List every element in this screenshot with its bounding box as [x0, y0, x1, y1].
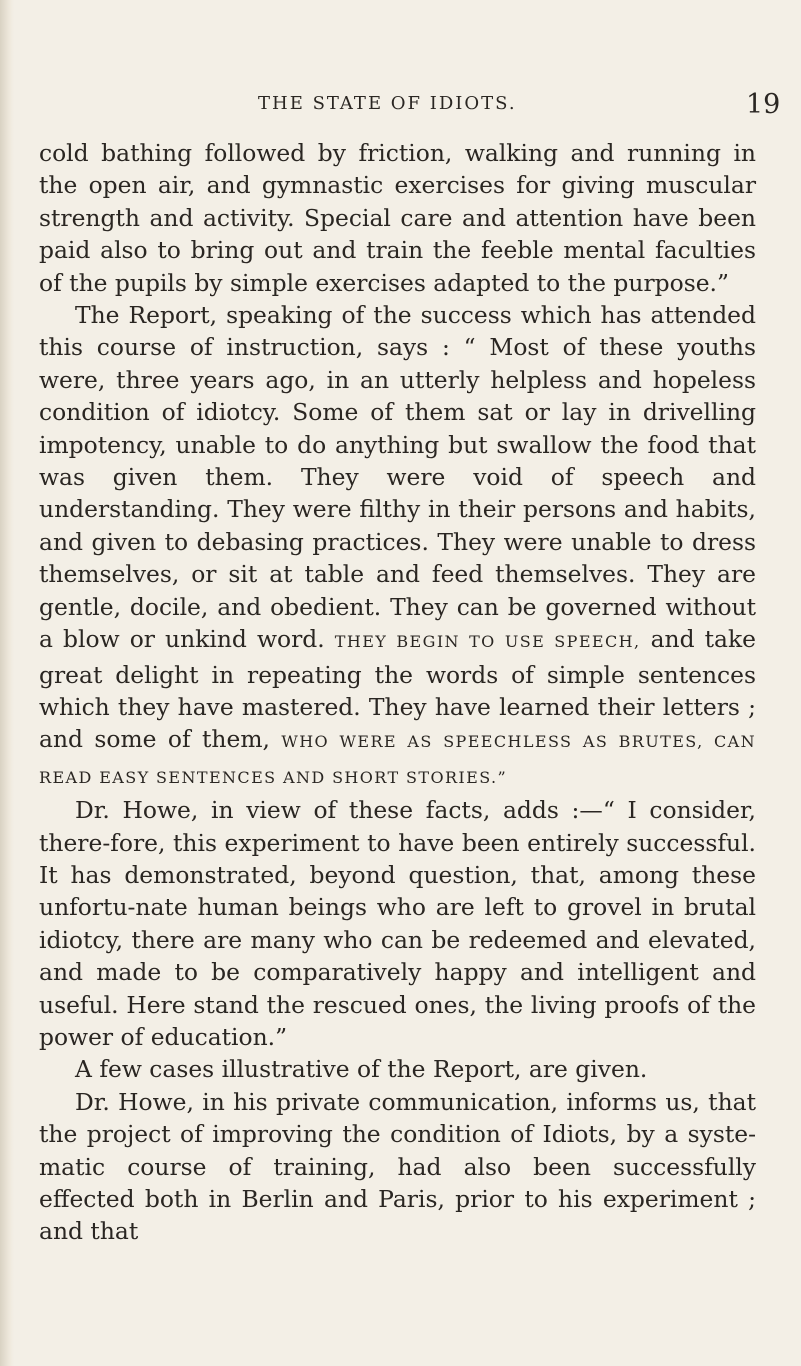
body-text [39, 137, 756, 1248]
paragraph-4: A few cases illustrative of the Report, are given. [75, 1055, 648, 1084]
page-number: 19 [746, 89, 781, 120]
page-header [0, 89, 801, 123]
paragraph-1: cold bathing followed by friction, walking and running in the open air, and gymnastic exercises for giving muscular strength and activity. Special care and attention have been paid also to bring out and train the feeble mental faculties of the pupils by simple exercises adapted to the purpose.” [39, 139, 756, 297]
running-head: THE STATE OF IDIOTS. [258, 93, 517, 114]
binding-edge-shadow [0, 0, 14, 1366]
paragraph-2-small-caps-2: WHO WERE AS SPEECHLESS AS BRUTES, CAN READ EASY SENTENCES AND SHORT STORIES.” [39, 732, 756, 787]
paragraph-2 [39, 299, 756, 794]
paragraph-2-text-1: The Report, speaking of the success which has attended this course of instruction, says : “ Most of these youths were, three years ago, in an utterly helpless and hopeless condition of idiotcy. Some of them sat or lay in drivelling impotency, unable to do anything but swallow the food that was given them. They were void of speech and understanding. They were filthy in their persons and habits, and given to debasing practices. They were unable to dress themselves, or sit at table and feed themselves. They are gentle, docile, and obedient. They can be governed without a blow or unkind word. [39, 301, 756, 654]
paragraph-5: Dr. Howe, in his private communication, informs us, that the project of improving the condition of Idiots, by a syste-matic course of training, had also been successfully effected both in Berlin and Paris, prior to his experiment ; and that [39, 1087, 756, 1246]
paragraph-2-small-caps-1: THEY BEGIN TO USE SPEECH, [334, 632, 641, 652]
paragraph-3: Dr. Howe, in view of these facts, adds :—“ I consider, there-fore, this experiment to have been entirely successful. It has demonstrated, beyond question, that, among these unfortu-nate human beings who are left to grovel in brutal idiotcy, there are many who can be redeemed and elevated, and made to be comparatively happy and intelligent and useful. Here stand the rescued ones, the living proofs of the power of education.” [39, 796, 756, 1051]
paragraph-2-text-2: and take great delight in repeating the words of simple sentences which they have mastered. They have learned their letters ; and some of them, [39, 625, 757, 754]
